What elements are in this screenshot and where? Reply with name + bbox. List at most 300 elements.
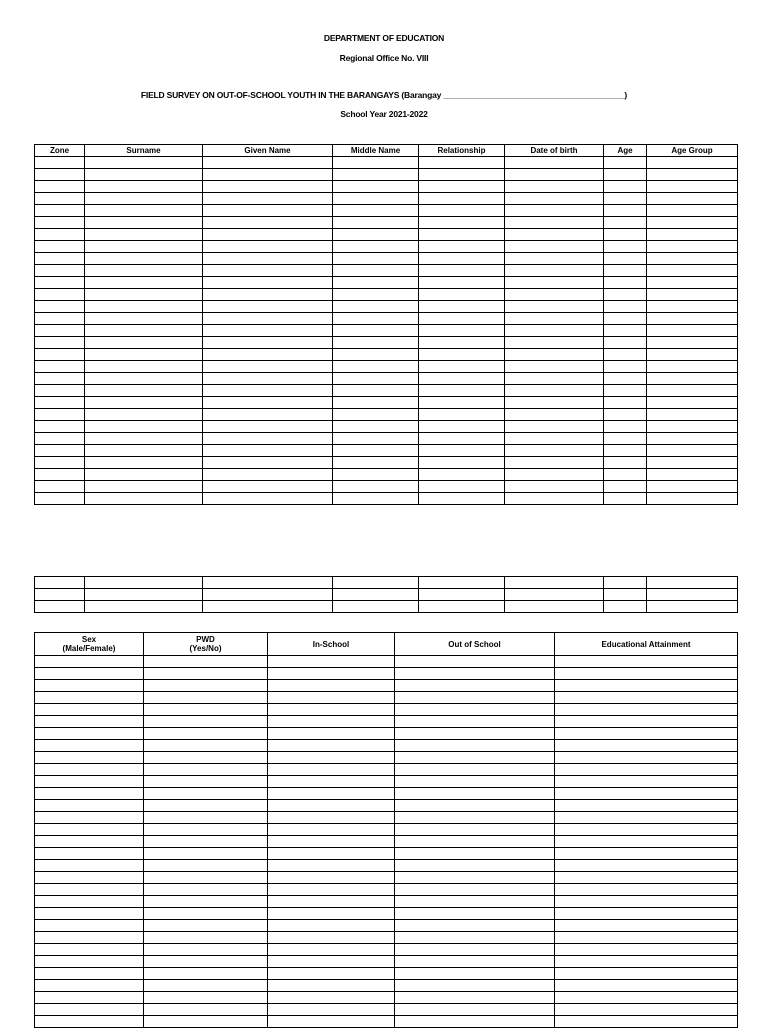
- table-cell[interactable]: [604, 349, 647, 361]
- table-cell[interactable]: [268, 980, 395, 992]
- table-cell[interactable]: [144, 824, 268, 836]
- table-cell[interactable]: [395, 872, 555, 884]
- table-cell[interactable]: [35, 337, 85, 349]
- table-cell[interactable]: [144, 728, 268, 740]
- table-cell[interactable]: [144, 968, 268, 980]
- table-cell[interactable]: [85, 325, 203, 337]
- table-cell[interactable]: [268, 800, 395, 812]
- table-cell[interactable]: [35, 848, 144, 860]
- table-cell[interactable]: [604, 469, 647, 481]
- table-cell[interactable]: [268, 764, 395, 776]
- table-cell[interactable]: [203, 457, 333, 469]
- table-cell[interactable]: [35, 253, 85, 265]
- table-cell[interactable]: [395, 944, 555, 956]
- table-cell[interactable]: [419, 385, 505, 397]
- table-cell[interactable]: [555, 692, 738, 704]
- table-cell[interactable]: [85, 469, 203, 481]
- table-cell[interactable]: [85, 301, 203, 313]
- table-cell[interactable]: [604, 217, 647, 229]
- table-cell[interactable]: [505, 229, 604, 241]
- table-cell[interactable]: [505, 481, 604, 493]
- table-cell[interactable]: [604, 457, 647, 469]
- table-cell[interactable]: [395, 824, 555, 836]
- table-cell[interactable]: [419, 181, 505, 193]
- table-cell[interactable]: [35, 409, 85, 421]
- table-cell[interactable]: [85, 373, 203, 385]
- table-cell[interactable]: [268, 872, 395, 884]
- table-cell[interactable]: [268, 704, 395, 716]
- table-cell[interactable]: [35, 800, 144, 812]
- table-cell[interactable]: [647, 325, 738, 337]
- table-cell[interactable]: [419, 457, 505, 469]
- table-cell[interactable]: [395, 704, 555, 716]
- table-cell[interactable]: [35, 656, 144, 668]
- table-cell[interactable]: [268, 692, 395, 704]
- table-cell[interactable]: [647, 277, 738, 289]
- table-cell[interactable]: [419, 277, 505, 289]
- table-cell[interactable]: [555, 992, 738, 1004]
- table-cell[interactable]: [647, 157, 738, 169]
- table-cell[interactable]: [419, 409, 505, 421]
- table-cell[interactable]: [604, 601, 647, 613]
- table-cell[interactable]: [604, 361, 647, 373]
- table-cell[interactable]: [333, 229, 419, 241]
- table-cell[interactable]: [505, 457, 604, 469]
- table-cell[interactable]: [555, 716, 738, 728]
- table-cell[interactable]: [419, 433, 505, 445]
- table-cell[interactable]: [203, 241, 333, 253]
- table-cell[interactable]: [647, 457, 738, 469]
- table-cell[interactable]: [505, 385, 604, 397]
- table-cell[interactable]: [35, 872, 144, 884]
- table-cell[interactable]: [268, 1004, 395, 1016]
- table-cell[interactable]: [647, 169, 738, 181]
- table-cell[interactable]: [333, 601, 419, 613]
- table-cell[interactable]: [419, 481, 505, 493]
- table-cell[interactable]: [203, 373, 333, 385]
- table-cell[interactable]: [333, 469, 419, 481]
- table-cell[interactable]: [555, 800, 738, 812]
- table-cell[interactable]: [395, 836, 555, 848]
- table-cell[interactable]: [395, 764, 555, 776]
- table-cell[interactable]: [85, 277, 203, 289]
- table-cell[interactable]: [555, 932, 738, 944]
- table-cell[interactable]: [203, 181, 333, 193]
- table-cell[interactable]: [144, 716, 268, 728]
- table-cell[interactable]: [35, 812, 144, 824]
- table-cell[interactable]: [35, 956, 144, 968]
- table-cell[interactable]: [395, 968, 555, 980]
- table-cell[interactable]: [35, 469, 85, 481]
- table-cell[interactable]: [85, 313, 203, 325]
- table-cell[interactable]: [505, 349, 604, 361]
- table-cell[interactable]: [35, 301, 85, 313]
- table-cell[interactable]: [203, 313, 333, 325]
- table-cell[interactable]: [604, 277, 647, 289]
- table-cell[interactable]: [203, 253, 333, 265]
- table-cell[interactable]: [555, 968, 738, 980]
- table-cell[interactable]: [419, 589, 505, 601]
- table-cell[interactable]: [35, 349, 85, 361]
- table-cell[interactable]: [85, 181, 203, 193]
- table-cell[interactable]: [555, 956, 738, 968]
- table-cell[interactable]: [203, 229, 333, 241]
- table-cell[interactable]: [203, 421, 333, 433]
- table-cell[interactable]: [647, 481, 738, 493]
- table-cell[interactable]: [35, 920, 144, 932]
- table-cell[interactable]: [555, 980, 738, 992]
- table-cell[interactable]: [35, 884, 144, 896]
- table-cell[interactable]: [144, 752, 268, 764]
- table-cell[interactable]: [395, 896, 555, 908]
- table-cell[interactable]: [395, 800, 555, 812]
- table-cell[interactable]: [647, 313, 738, 325]
- table-cell[interactable]: [505, 181, 604, 193]
- table-cell[interactable]: [604, 421, 647, 433]
- table-cell[interactable]: [419, 373, 505, 385]
- table-cell[interactable]: [333, 493, 419, 505]
- table-cell[interactable]: [268, 824, 395, 836]
- table-cell[interactable]: [35, 992, 144, 1004]
- table-cell[interactable]: [268, 752, 395, 764]
- table-cell[interactable]: [144, 980, 268, 992]
- table-cell[interactable]: [144, 956, 268, 968]
- table-cell[interactable]: [604, 577, 647, 589]
- table-cell[interactable]: [604, 313, 647, 325]
- table-cell[interactable]: [35, 457, 85, 469]
- table-cell[interactable]: [555, 740, 738, 752]
- table-cell[interactable]: [419, 313, 505, 325]
- table-cell[interactable]: [268, 848, 395, 860]
- table-cell[interactable]: [419, 157, 505, 169]
- table-cell[interactable]: [35, 740, 144, 752]
- table-cell[interactable]: [647, 469, 738, 481]
- table-cell[interactable]: [505, 157, 604, 169]
- table-cell[interactable]: [505, 289, 604, 301]
- table-cell[interactable]: [203, 217, 333, 229]
- table-cell[interactable]: [35, 325, 85, 337]
- table-cell[interactable]: [604, 433, 647, 445]
- table-cell[interactable]: [85, 481, 203, 493]
- table-cell[interactable]: [555, 1016, 738, 1028]
- table-cell[interactable]: [144, 680, 268, 692]
- table-cell[interactable]: [144, 656, 268, 668]
- table-cell[interactable]: [419, 205, 505, 217]
- table-cell[interactable]: [647, 289, 738, 301]
- table-cell[interactable]: [35, 680, 144, 692]
- table-cell[interactable]: [203, 481, 333, 493]
- table-cell[interactable]: [333, 325, 419, 337]
- table-cell[interactable]: [35, 589, 85, 601]
- table-cell[interactable]: [144, 812, 268, 824]
- table-cell[interactable]: [268, 836, 395, 848]
- table-cell[interactable]: [505, 241, 604, 253]
- table-cell[interactable]: [395, 716, 555, 728]
- table-cell[interactable]: [333, 289, 419, 301]
- table-cell[interactable]: [647, 217, 738, 229]
- table-cell[interactable]: [604, 241, 647, 253]
- table-cell[interactable]: [144, 848, 268, 860]
- table-cell[interactable]: [333, 445, 419, 457]
- table-cell[interactable]: [268, 932, 395, 944]
- table-cell[interactable]: [604, 169, 647, 181]
- table-cell[interactable]: [333, 373, 419, 385]
- table-cell[interactable]: [144, 668, 268, 680]
- table-cell[interactable]: [268, 740, 395, 752]
- table-cell[interactable]: [333, 361, 419, 373]
- table-cell[interactable]: [395, 908, 555, 920]
- table-cell[interactable]: [333, 193, 419, 205]
- table-cell[interactable]: [333, 265, 419, 277]
- table-cell[interactable]: [395, 860, 555, 872]
- table-cell[interactable]: [35, 193, 85, 205]
- table-cell[interactable]: [505, 493, 604, 505]
- table-cell[interactable]: [35, 668, 144, 680]
- table-cell[interactable]: [35, 980, 144, 992]
- table-cell[interactable]: [395, 740, 555, 752]
- table-cell[interactable]: [555, 776, 738, 788]
- table-cell[interactable]: [419, 193, 505, 205]
- table-cell[interactable]: [203, 361, 333, 373]
- table-cell[interactable]: [555, 788, 738, 800]
- table-cell[interactable]: [395, 656, 555, 668]
- table-cell[interactable]: [419, 253, 505, 265]
- table-cell[interactable]: [85, 289, 203, 301]
- table-cell[interactable]: [35, 896, 144, 908]
- table-cell[interactable]: [35, 932, 144, 944]
- table-cell[interactable]: [419, 469, 505, 481]
- table-cell[interactable]: [203, 433, 333, 445]
- table-cell[interactable]: [395, 776, 555, 788]
- table-cell[interactable]: [203, 157, 333, 169]
- table-cell[interactable]: [144, 992, 268, 1004]
- table-cell[interactable]: [85, 217, 203, 229]
- table-cell[interactable]: [395, 848, 555, 860]
- table-cell[interactable]: [35, 241, 85, 253]
- table-cell[interactable]: [604, 373, 647, 385]
- table-cell[interactable]: [35, 493, 85, 505]
- table-cell[interactable]: [505, 433, 604, 445]
- table-cell[interactable]: [85, 589, 203, 601]
- table-cell[interactable]: [333, 277, 419, 289]
- table-cell[interactable]: [395, 920, 555, 932]
- table-cell[interactable]: [604, 193, 647, 205]
- table-cell[interactable]: [333, 241, 419, 253]
- table-cell[interactable]: [85, 601, 203, 613]
- table-cell[interactable]: [203, 193, 333, 205]
- table-cell[interactable]: [505, 169, 604, 181]
- table-cell[interactable]: [555, 848, 738, 860]
- table-cell[interactable]: [85, 457, 203, 469]
- table-cell[interactable]: [268, 860, 395, 872]
- table-cell[interactable]: [333, 481, 419, 493]
- table-cell[interactable]: [203, 589, 333, 601]
- table-cell[interactable]: [144, 788, 268, 800]
- table-cell[interactable]: [505, 205, 604, 217]
- table-cell[interactable]: [35, 313, 85, 325]
- table-cell[interactable]: [647, 385, 738, 397]
- table-cell[interactable]: [268, 896, 395, 908]
- table-cell[interactable]: [333, 157, 419, 169]
- table-cell[interactable]: [419, 217, 505, 229]
- table-cell[interactable]: [395, 956, 555, 968]
- table-cell[interactable]: [35, 944, 144, 956]
- table-cell[interactable]: [35, 716, 144, 728]
- table-cell[interactable]: [35, 776, 144, 788]
- table-cell[interactable]: [35, 836, 144, 848]
- table-cell[interactable]: [268, 1016, 395, 1028]
- table-cell[interactable]: [203, 385, 333, 397]
- table-cell[interactable]: [505, 373, 604, 385]
- table-cell[interactable]: [144, 740, 268, 752]
- table-cell[interactable]: [35, 764, 144, 776]
- table-cell[interactable]: [35, 373, 85, 385]
- table-cell[interactable]: [85, 493, 203, 505]
- table-cell[interactable]: [604, 253, 647, 265]
- table-cell[interactable]: [144, 1016, 268, 1028]
- table-cell[interactable]: [505, 313, 604, 325]
- table-cell[interactable]: [555, 920, 738, 932]
- table-cell[interactable]: [85, 409, 203, 421]
- table-cell[interactable]: [604, 493, 647, 505]
- table-cell[interactable]: [35, 157, 85, 169]
- table-cell[interactable]: [395, 728, 555, 740]
- table-cell[interactable]: [85, 421, 203, 433]
- table-cell[interactable]: [203, 205, 333, 217]
- table-cell[interactable]: [505, 325, 604, 337]
- table-cell[interactable]: [333, 397, 419, 409]
- table-cell[interactable]: [555, 728, 738, 740]
- table-cell[interactable]: [395, 692, 555, 704]
- table-cell[interactable]: [203, 409, 333, 421]
- table-cell[interactable]: [35, 908, 144, 920]
- table-cell[interactable]: [35, 229, 85, 241]
- table-cell[interactable]: [505, 217, 604, 229]
- table-cell[interactable]: [505, 253, 604, 265]
- table-cell[interactable]: [144, 704, 268, 716]
- table-cell[interactable]: [395, 668, 555, 680]
- table-cell[interactable]: [144, 872, 268, 884]
- table-cell[interactable]: [395, 932, 555, 944]
- table-cell[interactable]: [333, 385, 419, 397]
- table-cell[interactable]: [604, 265, 647, 277]
- table-cell[interactable]: [555, 860, 738, 872]
- table-cell[interactable]: [505, 361, 604, 373]
- table-cell[interactable]: [555, 872, 738, 884]
- table-cell[interactable]: [333, 433, 419, 445]
- table-cell[interactable]: [647, 349, 738, 361]
- table-cell[interactable]: [419, 601, 505, 613]
- table-cell[interactable]: [395, 980, 555, 992]
- table-cell[interactable]: [203, 601, 333, 613]
- table-cell[interactable]: [604, 481, 647, 493]
- table-cell[interactable]: [604, 337, 647, 349]
- table-cell[interactable]: [555, 668, 738, 680]
- table-cell[interactable]: [604, 589, 647, 601]
- table-cell[interactable]: [85, 433, 203, 445]
- table-cell[interactable]: [268, 716, 395, 728]
- table-cell[interactable]: [203, 349, 333, 361]
- table-cell[interactable]: [419, 265, 505, 277]
- table-cell[interactable]: [35, 217, 85, 229]
- table-cell[interactable]: [333, 181, 419, 193]
- table-cell[interactable]: [419, 169, 505, 181]
- table-cell[interactable]: [505, 601, 604, 613]
- table-cell[interactable]: [85, 265, 203, 277]
- table-cell[interactable]: [333, 313, 419, 325]
- table-cell[interactable]: [395, 812, 555, 824]
- table-cell[interactable]: [144, 884, 268, 896]
- table-cell[interactable]: [505, 421, 604, 433]
- table-cell[interactable]: [268, 680, 395, 692]
- table-cell[interactable]: [35, 968, 144, 980]
- table-cell[interactable]: [395, 680, 555, 692]
- table-cell[interactable]: [419, 421, 505, 433]
- table-cell[interactable]: [144, 920, 268, 932]
- table-cell[interactable]: [85, 193, 203, 205]
- table-cell[interactable]: [647, 253, 738, 265]
- table-cell[interactable]: [268, 728, 395, 740]
- table-cell[interactable]: [35, 788, 144, 800]
- table-cell[interactable]: [647, 181, 738, 193]
- table-cell[interactable]: [555, 680, 738, 692]
- table-cell[interactable]: [203, 301, 333, 313]
- table-cell[interactable]: [203, 265, 333, 277]
- table-cell[interactable]: [268, 944, 395, 956]
- table-cell[interactable]: [203, 469, 333, 481]
- table-cell[interactable]: [604, 229, 647, 241]
- table-cell[interactable]: [85, 241, 203, 253]
- table-cell[interactable]: [203, 277, 333, 289]
- table-cell[interactable]: [419, 361, 505, 373]
- table-cell[interactable]: [647, 337, 738, 349]
- table-cell[interactable]: [333, 253, 419, 265]
- table-cell[interactable]: [555, 836, 738, 848]
- table-cell[interactable]: [647, 265, 738, 277]
- table-cell[interactable]: [555, 884, 738, 896]
- table-cell[interactable]: [647, 373, 738, 385]
- table-cell[interactable]: [395, 752, 555, 764]
- table-cell[interactable]: [35, 601, 85, 613]
- table-cell[interactable]: [647, 577, 738, 589]
- table-cell[interactable]: [647, 601, 738, 613]
- table-cell[interactable]: [419, 325, 505, 337]
- table-cell[interactable]: [419, 577, 505, 589]
- table-cell[interactable]: [505, 265, 604, 277]
- table-cell[interactable]: [203, 325, 333, 337]
- table-cell[interactable]: [555, 764, 738, 776]
- table-cell[interactable]: [203, 493, 333, 505]
- table-cell[interactable]: [35, 1004, 144, 1016]
- table-cell[interactable]: [203, 289, 333, 301]
- table-cell[interactable]: [85, 445, 203, 457]
- table-cell[interactable]: [395, 992, 555, 1004]
- table-cell[interactable]: [35, 385, 85, 397]
- table-cell[interactable]: [333, 409, 419, 421]
- table-cell[interactable]: [144, 860, 268, 872]
- table-cell[interactable]: [35, 860, 144, 872]
- table-cell[interactable]: [35, 433, 85, 445]
- table-cell[interactable]: [35, 205, 85, 217]
- table-cell[interactable]: [203, 169, 333, 181]
- table-cell[interactable]: [647, 193, 738, 205]
- table-cell[interactable]: [647, 205, 738, 217]
- table-cell[interactable]: [35, 481, 85, 493]
- table-cell[interactable]: [85, 337, 203, 349]
- table-cell[interactable]: [647, 229, 738, 241]
- table-cell[interactable]: [144, 896, 268, 908]
- table-cell[interactable]: [395, 1016, 555, 1028]
